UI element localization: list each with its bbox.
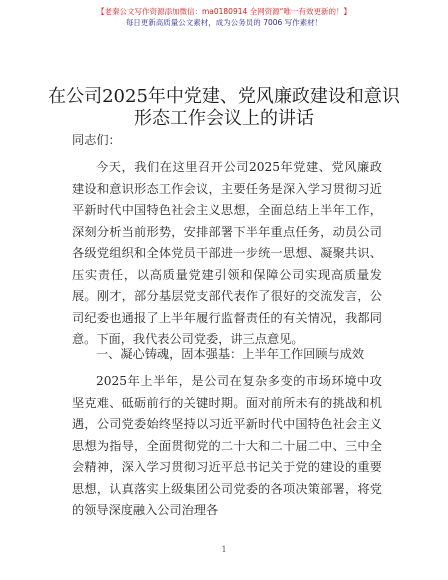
section-heading-1: 一、凝心铸魂，固本强基：上半年工作回顾与成效 (96, 347, 365, 361)
header-banner (0, 6, 448, 28)
page-number: 1 (221, 545, 227, 554)
banner-line-promo: 【老秦公文写作资源添加微信：ma0180914 全网资源“唯一有效更新的！】 (96, 7, 352, 16)
banner-line-update: 每日更新高质量公文素材，成为公务员的 7006 写作素材！ (125, 18, 323, 27)
paragraph-review: 2025年上半年，是公司在复杂多变的市场环境中攻坚克难、砥砺前行的关键时期。面对前所未有的挑战和机遇，公司党委始终坚持以习近平新时代中国特色社会主义思想为指导，全面贯彻党的二十大和二十届二中、三中全会精神，深入学习贯彻习近平总书记关于党的建设的重要思想，认真落实上级集团公司党委的各项决策部署，将党的领导深度融入公司治理各 (72, 374, 382, 517)
paragraph-intro: 今天，我们在这里召开公司2025年党建、党风廉政建设和意识形态工作会议，主要任务是深入学习贯彻习近平新时代中国特色社会主义思想，全面总结上半年工作，深刻分析当前形势，安排部署下半年重点任务，动员公司各级党组织和全体党员干部进一步统一思想、凝聚共识、压实责任，以高质量党建引领和保障公司实现高质量发展。刚才，部分基层党支部代表作了很好的交流发言，公司纪委也通报了上半年履行监督责任的有关情况，我都同意。下面，我代表公司党委，讲三点意见。 (72, 160, 382, 346)
greeting: 同志们： (72, 133, 121, 147)
document-title: 在公司2025年中党建、党风廉政建设和意识形态工作会议上的讲话 (48, 86, 400, 129)
